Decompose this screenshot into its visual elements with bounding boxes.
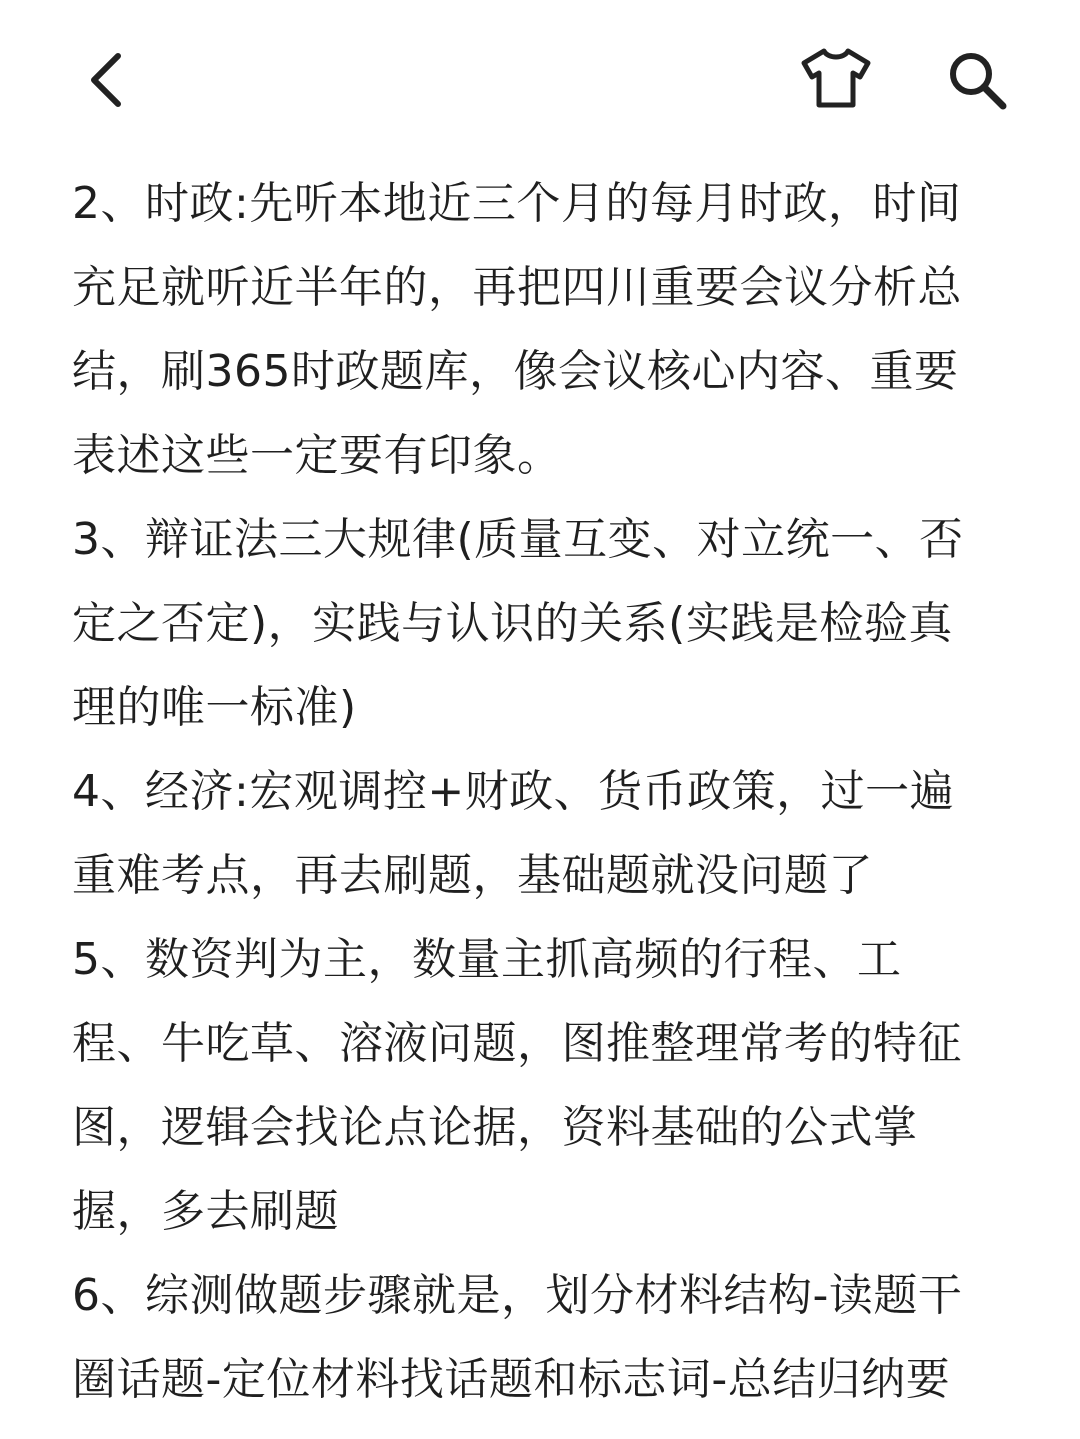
text-line: 3、辩证法三大规律(质量互变、对立统一、否	[72, 514, 964, 565]
text-line: 5、数资判为主，数量主抓高频的行程、工	[72, 934, 902, 985]
text-line: 充足就听近半年的，再把四川重要会议分析总	[72, 262, 962, 313]
text-line: 图，逻辑会找论点论据，资料基础的公式掌	[72, 1102, 918, 1153]
text-line: 握，多去刷题	[72, 1186, 339, 1237]
chevron-left-icon	[86, 50, 126, 110]
text-line: 表述这些一定要有印象。	[72, 430, 562, 481]
article-text	[72, 162, 1022, 1422]
skin-button[interactable]	[792, 36, 880, 120]
text-line: 圈话题-定位材料找话题和标志词-总结归纳要	[72, 1354, 951, 1405]
text-line: 程、牛吃草、溶液问题，图推整理常考的特征	[72, 1018, 962, 1069]
text-line: 结，刷365时政题库，像会议核心内容、重要	[72, 346, 959, 397]
text-line: 4、经济:宏观调控+财政、货币政策，过一遍	[72, 766, 955, 817]
text-line: 2、时政:先听本地近三个月的每月时政，时间	[72, 178, 962, 229]
text-line: 理的唯一标准)	[72, 682, 357, 733]
text-line: 定之否定)，实践与认识的关系(实践是检验真	[72, 598, 953, 649]
search-button[interactable]	[935, 38, 1019, 122]
back-button[interactable]	[70, 40, 142, 120]
tshirt-icon	[800, 46, 872, 110]
text-line: 6、综测做题步骤就是，划分材料结构-读题干	[72, 1270, 963, 1321]
search-icon	[945, 48, 1009, 112]
article-body	[72, 162, 1022, 1422]
top-toolbar	[0, 0, 1080, 160]
text-line: 重难考点，再去刷题，基础题就没问题了	[72, 850, 873, 901]
